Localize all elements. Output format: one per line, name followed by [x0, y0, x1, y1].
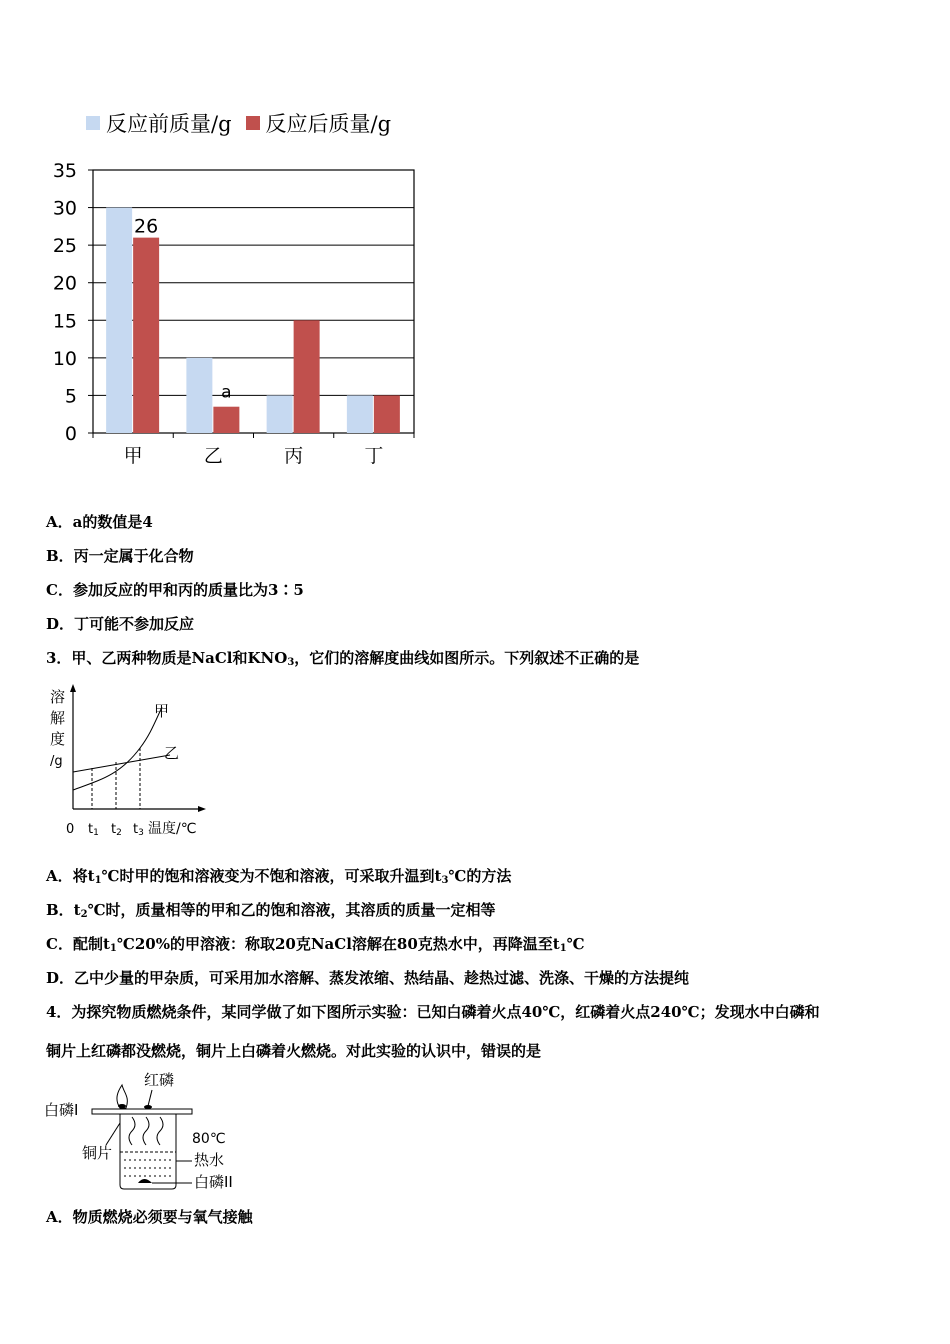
- curve-jia: [73, 707, 162, 790]
- solubility-figure: [40, 680, 220, 845]
- q2-option-d: D．丁可能不参加反应: [46, 615, 195, 633]
- x-axis-label: 温度/℃: [148, 821, 197, 837]
- red-phosphorus: [144, 1105, 152, 1109]
- y-tick-label: 30: [52, 197, 77, 220]
- q3-option-d: D．乙中少量的甲杂质，可采用加水溶解、蒸发浓缩、热结晶、趁热过滤、洗涤、干燥的方法提纯: [46, 969, 690, 987]
- y-label-char-2: 解: [50, 709, 66, 727]
- legend-label-before: 反应前质量/g: [106, 112, 232, 136]
- x-axis-arrow: [198, 806, 206, 812]
- steam-icon: [157, 1117, 163, 1145]
- x-tick-label: 丁: [364, 445, 384, 467]
- q2-option-a: A．a的数值是4: [46, 513, 153, 531]
- legend-item-before: [86, 108, 232, 138]
- q4-stem-line1: 4．为探究物质燃烧条件，某同学做了如下图所示实验：已知白磷着火点40℃，红磷着火点240℃；发现水中白磷和: [46, 1003, 820, 1021]
- white-phosphorus-1: [118, 1104, 126, 1108]
- red-phosphorus-pointer: [148, 1090, 152, 1106]
- bar-before-0: [106, 208, 132, 433]
- red-phosphorus-label: 红磷: [144, 1071, 175, 1089]
- y-tick-label: 25: [52, 235, 77, 258]
- x-tick-label: 丙: [284, 445, 304, 467]
- y-label-char-3: 度: [50, 730, 66, 748]
- tick-t1: t1: [88, 822, 99, 838]
- x-tick-label: 乙: [203, 445, 223, 467]
- legend-swatch-after: [246, 116, 260, 130]
- q4-option-a: A．物质燃烧必须要与氧气接触: [46, 1208, 253, 1226]
- q3-stem: [46, 647, 639, 668]
- temp-label: 80℃: [192, 1131, 226, 1147]
- y-tick-label: 35: [52, 160, 77, 182]
- steam-icon: [143, 1117, 149, 1145]
- steam-icon: [129, 1117, 135, 1145]
- y-axis-arrow: [70, 684, 76, 692]
- copper-pointer: [106, 1123, 120, 1145]
- bar-before-3: [347, 395, 373, 433]
- y-tick-label: 5: [64, 385, 77, 408]
- bar-after-1: [213, 407, 239, 433]
- bar-chart: [40, 155, 440, 475]
- q4-stem-line2: 铜片上红磷都没燃烧，铜片上白磷着火燃烧。对此实验的认识中，错误的是: [46, 1042, 542, 1060]
- data-label-a: a: [221, 382, 232, 403]
- y-tick-label: 0: [64, 423, 77, 445]
- chart-legend: [86, 108, 405, 138]
- bar-after-0: [133, 238, 159, 433]
- legend-swatch-before: [86, 116, 100, 130]
- q3-stem-pre: 3．甲、乙两种物质是NaCl和KNO: [46, 649, 288, 667]
- legend-item-after: [246, 108, 392, 138]
- curve-yi: [73, 755, 170, 772]
- bar-after-2: [294, 320, 320, 433]
- bar-before-2: [267, 395, 293, 433]
- data-label-26: 26: [134, 215, 159, 238]
- origin-label: 0: [66, 822, 75, 837]
- q3-stem-post: ，它们的溶解度曲线如图所示。下列叙述不正确的是: [294, 649, 640, 667]
- bar-after-3: [374, 395, 400, 433]
- y-label-char-4: /g: [50, 754, 63, 769]
- copper-label: 铜片: [82, 1144, 113, 1162]
- q2-option-b: B．丙一定属于化合物: [46, 547, 194, 565]
- curve-yi-label: 乙: [164, 744, 180, 762]
- y-label-char-1: 溶: [50, 688, 66, 706]
- y-tick-label: 10: [52, 347, 77, 370]
- legend-label-after: 反应后质量/g: [265, 112, 392, 136]
- y-tick-label: 20: [52, 272, 77, 295]
- curve-jia-label: 甲: [154, 702, 170, 720]
- x-tick-label: 甲: [123, 445, 143, 467]
- q3-option-b: B．$t_2℃$时，质量相等的甲和乙的饱和溶液，其溶质的质量一定相等: [46, 901, 496, 920]
- hot-water-label: 热水: [194, 1151, 225, 1169]
- copper-plate: [92, 1109, 192, 1114]
- white-phosphorus-1-label: 白磷I: [44, 1101, 79, 1119]
- bar-before-1: [186, 358, 212, 433]
- q3-option-a: A．将$t_1℃$时甲的饱和溶液变为不饱和溶液，可采取升温到$t_3℃$的方法: [46, 867, 512, 886]
- q2-option-c: C．参加反应的甲和丙的质量比为3∶5: [46, 581, 304, 599]
- y-tick-label: 15: [52, 310, 77, 333]
- combustion-figure: [40, 1065, 270, 1195]
- tick-t2: t2: [111, 822, 122, 838]
- white-phosphorus-2-label: 白磷II: [194, 1173, 233, 1191]
- tick-t3: t3: [133, 822, 144, 838]
- q3-stem-sub: 3: [287, 657, 295, 668]
- q3-option-c: C．配制$t_1℃20\%$的甲溶液：称取20克NaCl溶解在80克热水中，再降温至$t_1℃$: [46, 935, 585, 954]
- white-phosphorus-2: [138, 1179, 152, 1183]
